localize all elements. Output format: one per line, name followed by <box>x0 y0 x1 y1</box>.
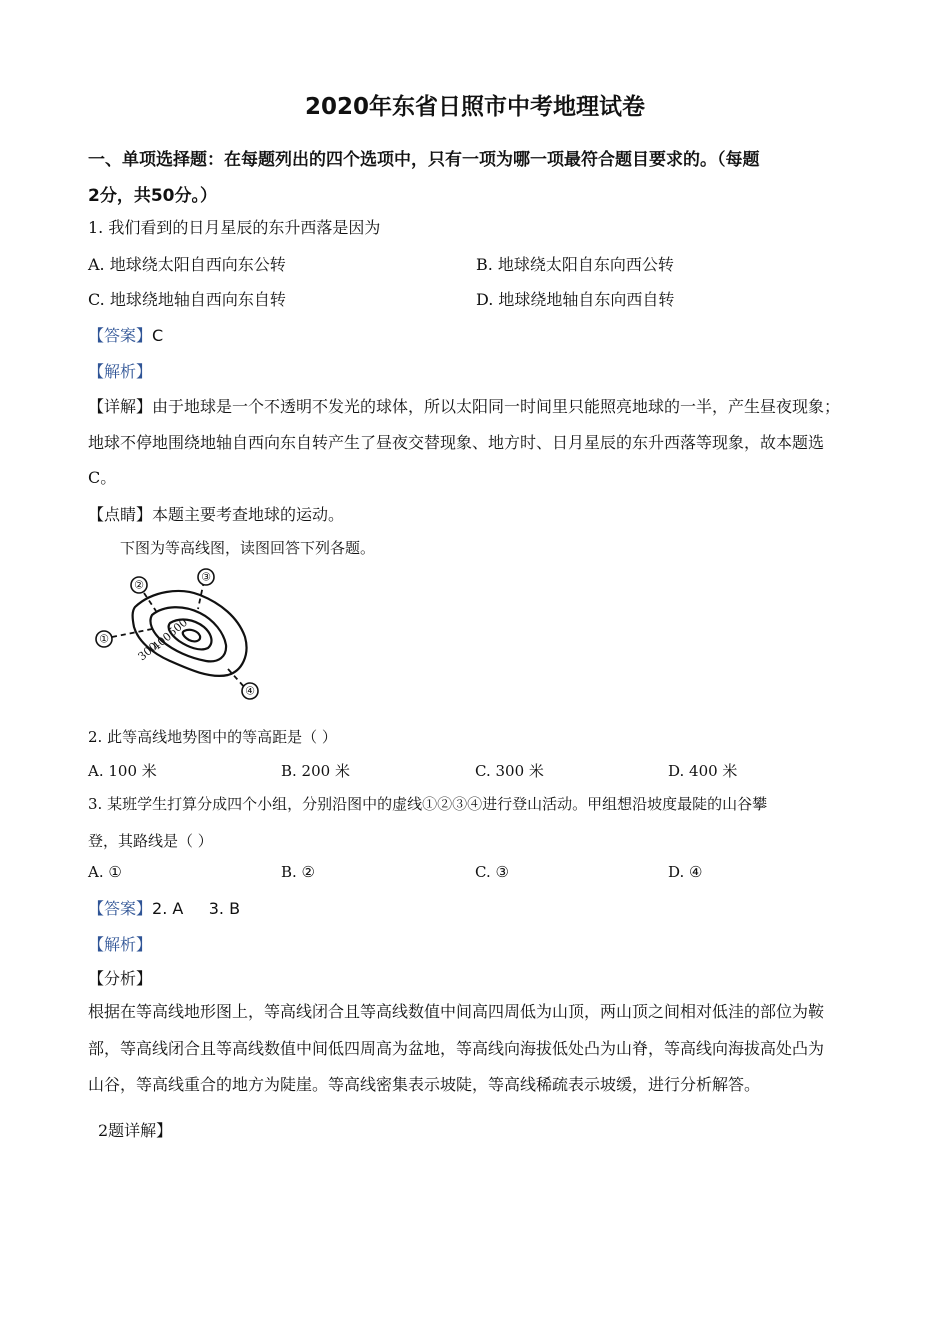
answers-23 <box>88 896 240 919</box>
q2-option-c: C. 300 米 <box>475 762 544 780</box>
q1-detail-line3: C。 <box>88 468 117 487</box>
analysis-tag-23: 【解析】 <box>88 935 153 954</box>
q1-option-c: C. 地球绕地轴自西向东自转 <box>88 290 286 309</box>
marker-4: ④ <box>245 684 255 698</box>
answer-value: C <box>152 326 164 345</box>
q1-option-b: B. 地球绕太阳自东向西公转 <box>476 255 674 274</box>
analysis-line3: 山谷，等高线重合的地方为陡崖。等高线密集表示坡陡，等高线稀疏表示坡缓，进行分析解答。 <box>88 1075 761 1094</box>
answer-tag: 【答案】 <box>88 899 153 918</box>
detail-head: 2题详解】 <box>98 1121 173 1140</box>
q3-stem-line1: 3. 某班学生打算分成四个小组，分别沿图中的虚线①②③④进行登山活动。甲组想沿坡度最陡的山谷攀 <box>88 795 768 813</box>
q2-stem: 2. 此等高线地势图中的等高距是（ ） <box>88 728 337 746</box>
analysis-line2: 部，等高线闭合且等高线数值中间低四周高为盆地，等高线向海拔低处凸为山脊，等高线向海拔高处凸为 <box>88 1039 825 1058</box>
q3-option-b: B. ② <box>281 863 316 881</box>
marker-3: ③ <box>201 570 211 584</box>
q1-option-d: D. 地球绕地轴自东向西自转 <box>476 290 675 309</box>
q1-comment: 【点睛】本题主要考查地球的运动。 <box>88 505 345 524</box>
q3-option-a: A. ① <box>88 863 122 881</box>
map-intro: 下图为等高线图，读图回答下列各题。 <box>120 539 376 557</box>
section-heading-line2: 2分，共50分。） <box>88 186 217 206</box>
q1-detail-line2: 地球不停地围绕地轴自西向东自转产生了昼夜交替现象、地方时、日月星辰的东升西落等现象，故本题选 <box>88 433 825 452</box>
q1-answer <box>88 323 163 346</box>
analysis-line1: 根据在等高线地形图上，等高线闭合且等高线数值中间高四周低为山顶，两山顶之间相对低洼的部位为鞍 <box>88 1002 825 1021</box>
contour-label-500: 500 <box>165 615 191 640</box>
contour-map <box>90 565 265 705</box>
q1-detail-line1: 【详解】由于地球是一个不透明不发光的球体，所以太阳同一时间里只能照亮地球的一半，产生昼夜现象； <box>88 397 841 416</box>
analysis-head: 【分析】 <box>88 969 153 988</box>
marker-1: ① <box>99 632 109 646</box>
q1-option-a: A. 地球绕太阳自西向东公转 <box>88 255 286 274</box>
contour-label-400: 400 <box>149 629 175 654</box>
answer-tag: 【答案】 <box>88 326 153 345</box>
answer-value: 2. A 3. B <box>152 899 241 918</box>
q2-option-a: A. 100 米 <box>88 762 157 780</box>
q3-stem-line2: 登，其路线是（ ） <box>88 832 213 850</box>
marker-2: ② <box>134 578 144 592</box>
q2-option-d: D. 400 米 <box>668 762 738 780</box>
contour-label-300: 300 <box>135 639 161 664</box>
q2-option-b: B. 200 米 <box>281 762 350 780</box>
page-title: 2020年东省日照市中考地理试卷 <box>304 94 645 120</box>
q1-stem: 1. 我们看到的日月星辰的东升西落是因为 <box>88 218 381 237</box>
q3-option-d: D. ④ <box>668 863 703 881</box>
q1-analysis-tag: 【解析】 <box>88 362 153 381</box>
q3-option-c: C. ③ <box>475 863 509 881</box>
section-heading-line1: 一、单项选择题：在每题列出的四个选项中，只有一项为哪一项最符合题目要求的。（每题 <box>88 150 760 170</box>
